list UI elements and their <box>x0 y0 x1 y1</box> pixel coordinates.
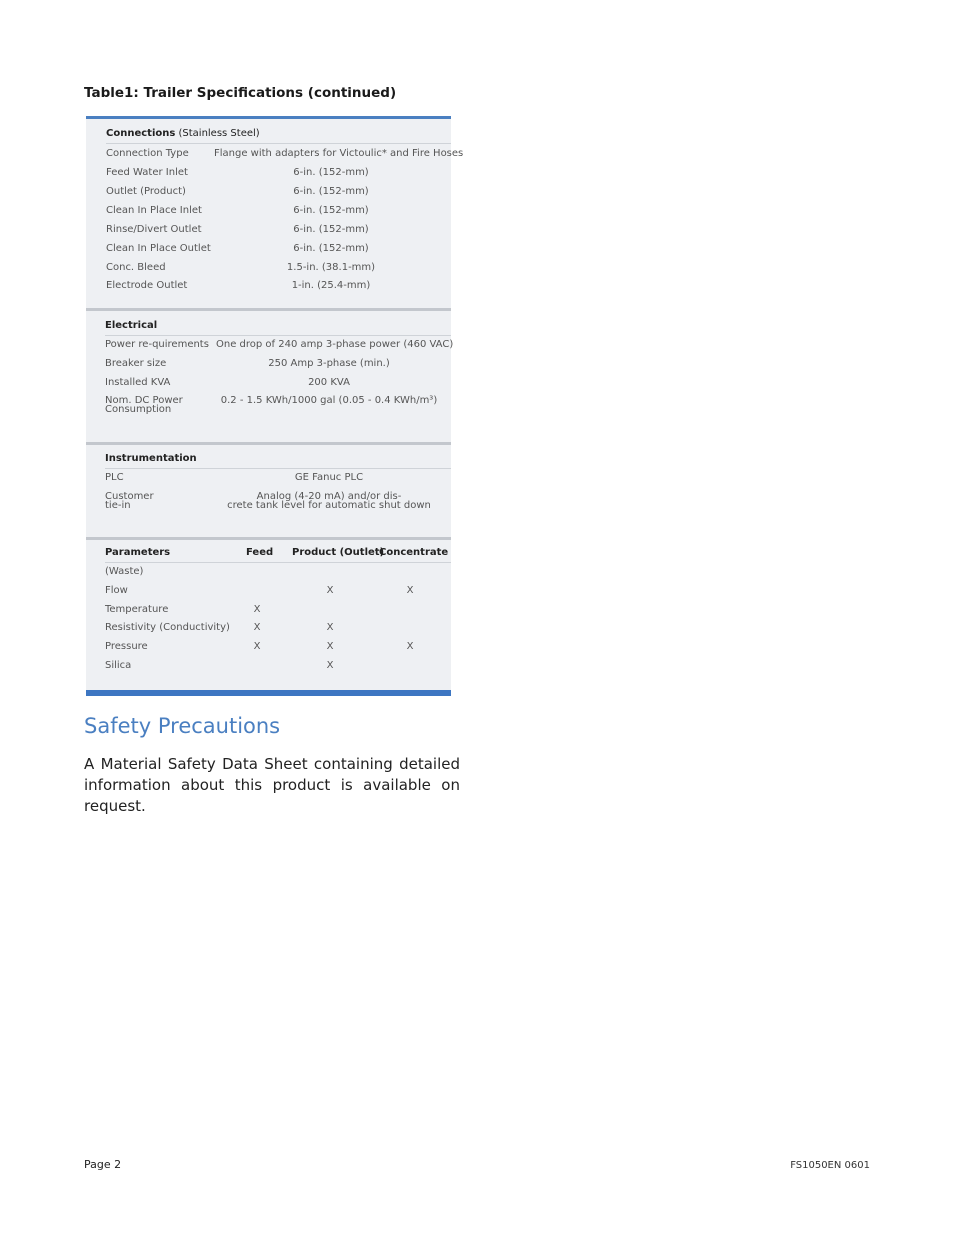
row-label: Power re-quirements <box>105 339 209 350</box>
row-label: Clean In Place Inlet <box>106 205 202 216</box>
row-label: Feed Water Inlet <box>106 167 188 178</box>
row-label: Breaker size <box>105 358 167 369</box>
row-label: Conc. Bleed <box>106 262 166 273</box>
table-row <box>86 601 451 619</box>
row-value: 6-in. (152-mm) <box>293 243 369 254</box>
table-row <box>86 355 451 373</box>
table-row <box>86 277 451 295</box>
row-label: Pressure <box>105 641 148 652</box>
connections-title: Connections <box>106 128 176 139</box>
row-label: Installed KVA <box>105 377 171 388</box>
table-row <box>86 374 451 392</box>
row-value: 200 KVA <box>308 377 350 388</box>
document-code: FS1050EN 0601 <box>790 1160 870 1171</box>
row-label-line: tie-in <box>105 500 131 511</box>
row-value: 0.2 - 1.5 KWh/1000 gal (0.05 - 0.4 KWh/m³) <box>220 395 438 406</box>
row-value <box>216 492 442 510</box>
row-label: PLC <box>105 472 124 483</box>
row-value: 6-in. (152-mm) <box>293 224 369 235</box>
row-label-line: Consumption <box>105 404 172 415</box>
table-row <box>86 221 451 239</box>
table-row <box>86 492 451 516</box>
row-value: GE Fanuc PLC <box>294 472 364 483</box>
row-label: Connection Type <box>106 148 189 159</box>
row-label: Clean In Place Outlet <box>106 243 211 254</box>
trailer-spec-table <box>86 116 464 696</box>
table-row <box>86 183 451 201</box>
concentrate-mark: X <box>406 585 414 596</box>
row-value: One drop of 240 amp 3-phase power (460 VAC) <box>216 339 454 350</box>
table-title: Table1: Trailer Specifications (continued) <box>84 85 397 101</box>
row-value-line: crete tank level for automatic shut down <box>227 500 431 511</box>
section-divider <box>86 308 451 311</box>
parameters-header <box>105 544 451 563</box>
row-value: Flange with adapters for Victoulic* and Fire Hoses <box>214 148 464 159</box>
row-value: 6-in. (152-mm) <box>293 186 369 197</box>
page-number: Page 2 <box>84 1158 122 1171</box>
connections-subtitle: (Stainless Steel) <box>175 128 260 139</box>
row-label: Flow <box>105 585 128 596</box>
feed-mark: X <box>253 604 261 615</box>
parameters-col-header: Parameters <box>105 547 171 558</box>
row-label: Resistivity (Conductivity) <box>105 622 230 633</box>
row-value-line: Analog (4-20 mA) and/or dis- <box>256 491 402 502</box>
row-label: Electrode Outlet <box>106 280 188 291</box>
concentrate-col-header: Concentrate <box>379 547 449 558</box>
table-row <box>86 619 451 637</box>
table-row <box>86 582 451 600</box>
row-label-line: Customer <box>105 491 154 502</box>
row-label <box>105 492 154 510</box>
table-row <box>86 202 451 220</box>
row-value: 6-in. (152-mm) <box>293 205 369 216</box>
feed-mark: X <box>253 641 261 652</box>
row-label: Silica <box>105 660 132 671</box>
product-mark: X <box>326 641 334 652</box>
safety-heading: Safety Precautions <box>84 714 281 738</box>
row-label: (Waste) <box>105 566 144 577</box>
concentrate-mark: X <box>406 641 414 652</box>
product-mark: X <box>326 622 334 633</box>
row-value: 1.5-in. (38.1-mm) <box>286 262 376 273</box>
table-row <box>86 657 451 675</box>
table-row <box>86 145 464 163</box>
row-label-line: Nom. DC Power <box>105 395 183 406</box>
row-label: Outlet (Product) <box>106 186 186 197</box>
section-divider <box>86 442 451 445</box>
section-divider <box>86 537 451 540</box>
table-row <box>86 469 451 487</box>
instrumentation-header: Instrumentation <box>105 450 451 469</box>
row-label <box>105 396 183 414</box>
product-mark: X <box>326 585 334 596</box>
table-row <box>86 396 451 420</box>
table-row <box>86 638 451 656</box>
row-label: Temperature <box>105 604 169 615</box>
table-row <box>86 164 451 182</box>
table-row <box>86 259 451 277</box>
table-row <box>86 240 451 258</box>
connections-header <box>106 125 451 144</box>
feed-col-header: Feed <box>246 547 274 558</box>
row-value: 250 Amp 3-phase (min.) <box>268 358 390 369</box>
product-mark: X <box>326 660 334 671</box>
row-value: 6-in. (152-mm) <box>293 167 369 178</box>
product-col-header: Product (Outlet) <box>292 547 385 558</box>
safety-paragraph: A Material Safety Data Sheet containing detailed information about this product is available on request. <box>84 755 460 815</box>
table-row <box>86 336 454 354</box>
feed-mark: X <box>253 622 261 633</box>
row-value: 1-in. (25.4-mm) <box>291 280 371 291</box>
row-label: Rinse/Divert Outlet <box>106 224 202 235</box>
electrical-header: Electrical <box>105 317 451 336</box>
table-row <box>86 563 451 581</box>
